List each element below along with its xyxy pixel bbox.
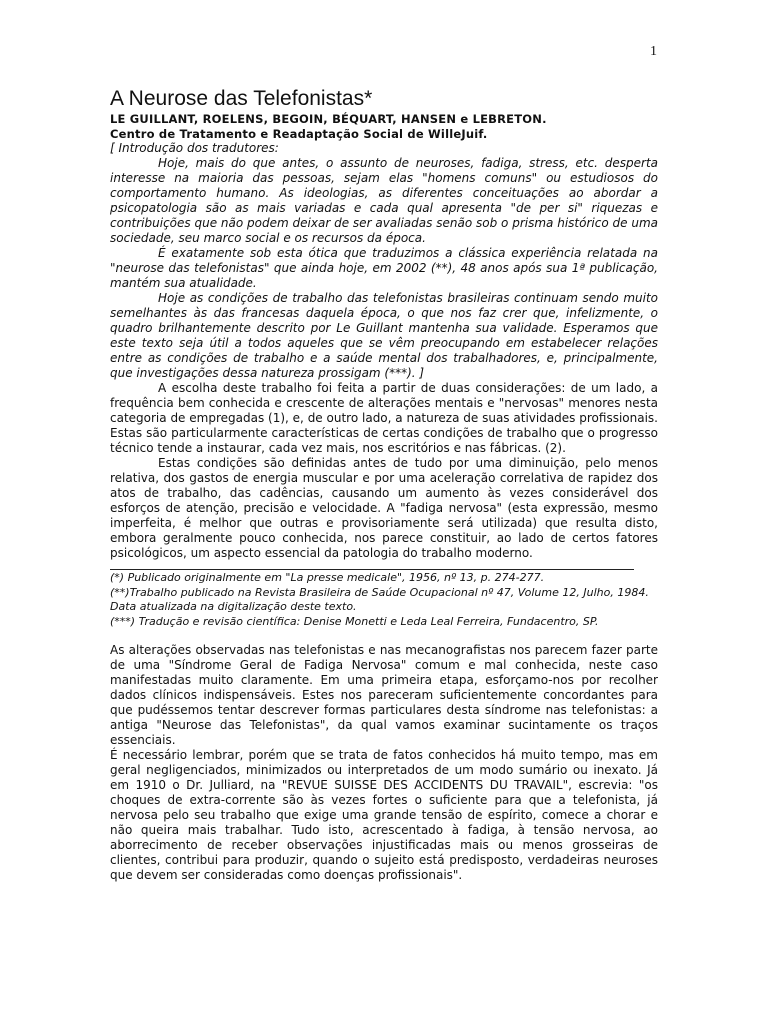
intro-paragraph-2: É exatamente sob esta ótica que traduzimos a clássica experiência relatada na "neurose das telefonistas" que ainda hoje, em 2002 (**), 48 anos após sua 1ª publicação, mantém sua atualidade. bbox=[110, 246, 658, 290]
intro-heading: [ Introdução dos tradutores: bbox=[110, 141, 279, 155]
footnote-3: (***) Tradução e revisão científica: Denise Monetti e Leda Leal Ferreira, Fundacentro, SP. bbox=[110, 614, 599, 628]
document-body bbox=[110, 86, 658, 883]
body-paragraph-4: É necessário lembrar, porém que se trata de fatos conhecidos há muito tempo, mas em geral negligenciados, minimizados ou interpretados de um modo sumário ou inexato. Já em 1910 o Dr. Julliard, na "REVUE SUISSE DES ACCIDENTS DU TRAVAIL", escrevia: "os choques de extra-corrente são às vezes fortes o suficiente para que a telefonista, já nervosa pelo seu trabalho que exige uma grande tensão de espírito, comece a chorar e não queira mais trabalhar. Tudo isto, acrescentado à fadiga, à tensão nervosa, ao aborrecimento de receber observações injustificadas mais ou menos grosseiras de clientes, contribui para produzir, quando o sujeito está predisposto, verdadeiras neuroses que devem ser consideradas como doenças profissionais". bbox=[110, 748, 658, 882]
body-paragraph-3: As alterações observadas nas telefonistas e nas mecanografistas nos parecem fazer parte de uma "Síndrome Geral de Fadiga Nervosa" comum e mal conhecida, neste caso manifestadas muito claramente. Em uma primeira etapa, esforçamo-nos por recolher dados clínicos indispensáveis. Estes nos pareceram suficientemente concordantes para que pudéssemos tentar descrever formas particulares desta síndrome nas telefonistas: a antiga "Neurose das Telefonistas", da qual vamos examinar sucintamente os traços essenciais. bbox=[110, 643, 658, 747]
page-number: 1 bbox=[650, 44, 657, 59]
authors-line: LE GUILLANT, ROELENS, BEGOIN, BÉQUART, HANSEN e LEBRETON. bbox=[110, 112, 547, 126]
intro-paragraph-1: Hoje, mais do que antes, o assunto de neuroses, fadiga, stress, etc. desperta interesse na maioria das pessoas, sejam elas "homens comuns" ou estudiosos do comportamento humano. As ideologias, as diferentes conceituações ao abordar a psicopatologia são as mais variadas e cada qual apresenta "de per si" riquezas e contribuições que não podem deixar de ser avaliadas senão sob o prisma histórico de uma sociedade, seu marco social e os recursos da época. bbox=[110, 156, 658, 245]
body-paragraph-1: A escolha deste trabalho foi feita a partir de duas considerações: de um lado, a frequência bem conhecida e crescente de alterações mentais e "nervosas" menores nesta categoria de empregadas (1), e, de outro lado, a natureza de suas atividades profissionais. Estas são particularmente características de certas condições de trabalho que o progresso técnico tende a instaurar, cada vez mais, nos escritórios e nas fábricas. (2). bbox=[110, 381, 658, 455]
body-paragraph-2: Estas condições são definidas antes de tudo por uma diminuição, pelo menos relativa, dos gastos de energia muscular e por uma aceleração correlativa de rapidez dos atos de trabalho, das cadências, causando um aumento às vezes considerável dos esforços de atenção, precisão e velocidade. A "fadiga nervosa" (esta expressão, mesmo imperfeita, é melhor que outras e provisoriamente será utilizada) que resulta disto, embora geralmente pouco conhecida, nos parece constituir, ao lado de certos fatores psicológicos, um aspecto essencial da patologia do trabalho moderno. bbox=[110, 456, 658, 560]
footnote-2: (**)Trabalho publicado na Revista Brasileira de Saúde Ocupacional nº 47, Volume 12, Julho, 1984. Data atualizada na digitalização deste texto. bbox=[110, 585, 649, 613]
intro-paragraph-3: Hoje as condições de trabalho das telefonistas brasileiras continuam sendo muito semelhantes às das francesas daquela época, o que nos faz crer que, infelizmente, o quadro brilhantemente descrito por Le Guillant mantenha sua validade. Esperamos que este texto seja útil a todos aqueles que se vêm preocupando em estabelecer relações entre as condições de trabalho e a saúde mental dos trabalhadores, e, principalmente, que investigações dessa natureza prossigam (***). ] bbox=[110, 291, 658, 380]
section-gap bbox=[110, 629, 658, 643]
document-title: A Neurose das Telefonistas* bbox=[110, 87, 373, 110]
footnote-1: (*) Publicado originalmente em "La presse medicale", 1956, nº 13, p. 274-277. bbox=[110, 571, 545, 584]
institution-line: Centro de Tratamento e Readaptação Social de WilleJuif. bbox=[110, 126, 488, 141]
footnote-divider bbox=[110, 569, 634, 570]
